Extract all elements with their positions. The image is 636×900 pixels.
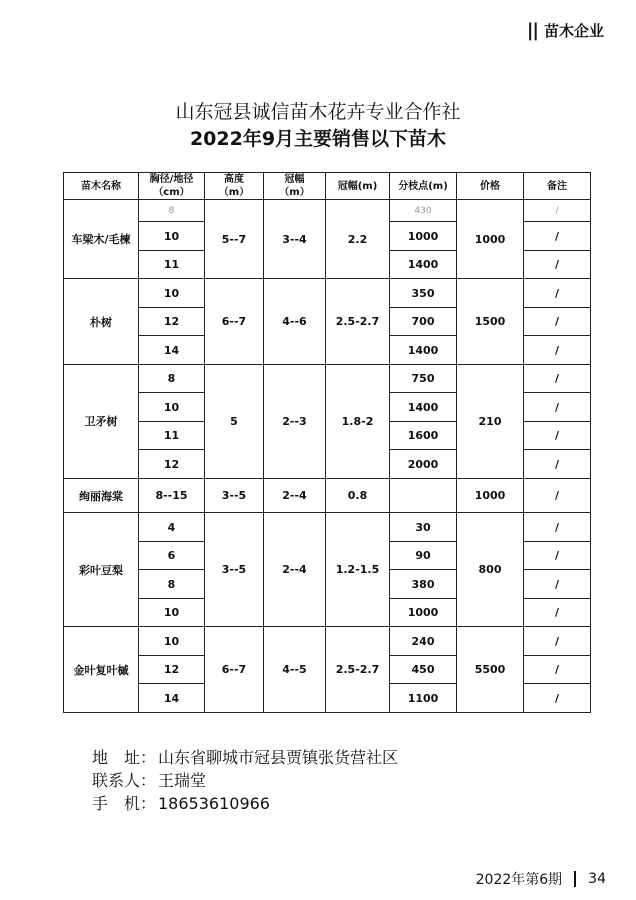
note-cell: / [524,222,591,251]
branch-point-cell: 90 [390,541,457,570]
crown-width-cell: 2.5-2.7 [326,279,390,365]
price-cell: 5500 [457,627,524,713]
branch-point-cell: 430 [390,200,457,222]
diameter-cell: 14 [139,684,205,713]
note-cell: / [524,364,591,393]
branch-point-cell: 1400 [390,250,457,279]
note-cell: / [524,307,591,336]
crown-width-cell: 2.5-2.7 [326,627,390,713]
address-line [92,745,398,768]
branch-point-cell: 1400 [390,393,457,422]
crown-cell: 2--4 [264,478,326,513]
contact-person-line [92,768,206,791]
table-row [64,478,591,513]
note-cell: / [524,655,591,684]
column-header: 价格 [457,173,524,200]
price-cell: 1000 [457,478,524,513]
crown-cell: 4--5 [264,627,326,713]
note-cell: / [524,393,591,422]
crown-width-cell: 1.2-1.5 [326,513,390,627]
contact-person-label: 联系人： [92,771,157,790]
section-bars: || [526,20,538,41]
diameter-cell: 10 [139,598,205,627]
table-header-row [64,173,591,200]
branch-point-cell: 30 [390,513,457,542]
crown-width-cell: 2.2 [326,200,390,279]
height-cell: 6--7 [205,627,264,713]
diameter-cell: 6 [139,541,205,570]
branch-point-cell: 240 [390,627,457,656]
note-cell: / [524,570,591,599]
table-row [64,200,591,222]
price-cell: 210 [457,364,524,478]
page-footer [476,869,606,889]
height-cell: 3--5 [205,513,264,627]
diameter-cell: 12 [139,655,205,684]
branch-point-cell: 750 [390,364,457,393]
diameter-cell: 10 [139,279,205,308]
diameter-cell: 8 [139,200,205,222]
note-cell: / [524,279,591,308]
page-subtitle: 2022年9月主要销售以下苗木 [189,128,447,150]
table-body [64,200,591,713]
diameter-cell: 8 [139,364,205,393]
note-cell: / [524,421,591,450]
table-row [64,364,591,393]
footer-divider [574,871,576,887]
contact-person-value: 王瑞堂 [158,771,207,790]
diameter-cell: 12 [139,450,205,479]
seedling-name: 卫矛树 [64,364,139,478]
page-title: 山东冠县诚信苗木花卉专业合作社 [175,101,461,123]
phone-line [92,791,270,814]
seedling-name: 彩叶豆梨 [64,513,139,627]
price-cell: 1500 [457,279,524,365]
phone-value: 18653610966 [158,794,270,813]
seedling-table [63,172,591,713]
diameter-cell: 4 [139,513,205,542]
diameter-cell: 10 [139,393,205,422]
diameter-cell: 8--15 [139,478,205,513]
note-cell: / [524,627,591,656]
height-cell: 3--5 [205,478,264,513]
table-row [64,513,591,542]
seedling-name: 绚丽海棠 [64,478,139,513]
address-label: 地 址： [92,748,157,767]
branch-point-cell: 450 [390,655,457,684]
seedling-name: 车梁木/毛楝 [64,200,139,279]
note-cell: / [524,513,591,542]
column-header: 冠幅 （m） [264,173,326,200]
note-cell: / [524,684,591,713]
table-row [64,627,591,656]
diameter-cell: 14 [139,336,205,365]
crown-width-cell: 1.8-2 [326,364,390,478]
height-cell: 6--7 [205,279,264,365]
column-header: 分枝点(m) [390,173,457,200]
crown-cell: 4--6 [264,279,326,365]
column-header: 备注 [524,173,591,200]
price-cell: 1000 [457,200,524,279]
branch-point-cell: 1600 [390,421,457,450]
table-row [64,279,591,308]
note-cell: / [524,478,591,513]
diameter-cell: 11 [139,421,205,450]
branch-point-cell: 1000 [390,598,457,627]
crown-width-cell: 0.8 [326,478,390,513]
seedling-name: 金叶复叶槭 [64,627,139,713]
issue-number: 2022年第6期 [475,872,563,888]
phone-label: 手 机： [92,794,157,813]
note-cell: / [524,250,591,279]
section-label: 苗木企业 [543,22,604,40]
diameter-cell: 8 [139,570,205,599]
address-value: 山东省聊城市冠县贾镇张货营社区 [158,748,399,767]
column-header: 苗木名称 [64,173,139,200]
note-cell: / [524,200,591,222]
note-cell: / [524,598,591,627]
page-number: 34 [588,871,606,887]
branch-point-cell [390,478,457,513]
note-cell: / [524,541,591,570]
height-cell: 5 [205,364,264,478]
branch-point-cell: 380 [390,570,457,599]
diameter-cell: 12 [139,307,205,336]
height-cell: 5--7 [205,200,264,279]
seedling-name: 朴树 [64,279,139,365]
column-header: 胸径/地径 （cm） [139,173,205,200]
crown-cell: 2--3 [264,364,326,478]
section-tag [527,20,604,41]
branch-point-cell: 1400 [390,336,457,365]
branch-point-cell: 1100 [390,684,457,713]
diameter-cell: 10 [139,627,205,656]
column-header: 高度 （m） [205,173,264,200]
column-header: 冠幅(m) [326,173,390,200]
crown-cell: 3--4 [264,200,326,279]
diameter-cell: 10 [139,222,205,251]
branch-point-cell: 1000 [390,222,457,251]
note-cell: / [524,336,591,365]
price-cell: 800 [457,513,524,627]
diameter-cell: 11 [139,250,205,279]
branch-point-cell: 350 [390,279,457,308]
crown-cell: 2--4 [264,513,326,627]
branch-point-cell: 700 [390,307,457,336]
note-cell: / [524,450,591,479]
branch-point-cell: 2000 [390,450,457,479]
